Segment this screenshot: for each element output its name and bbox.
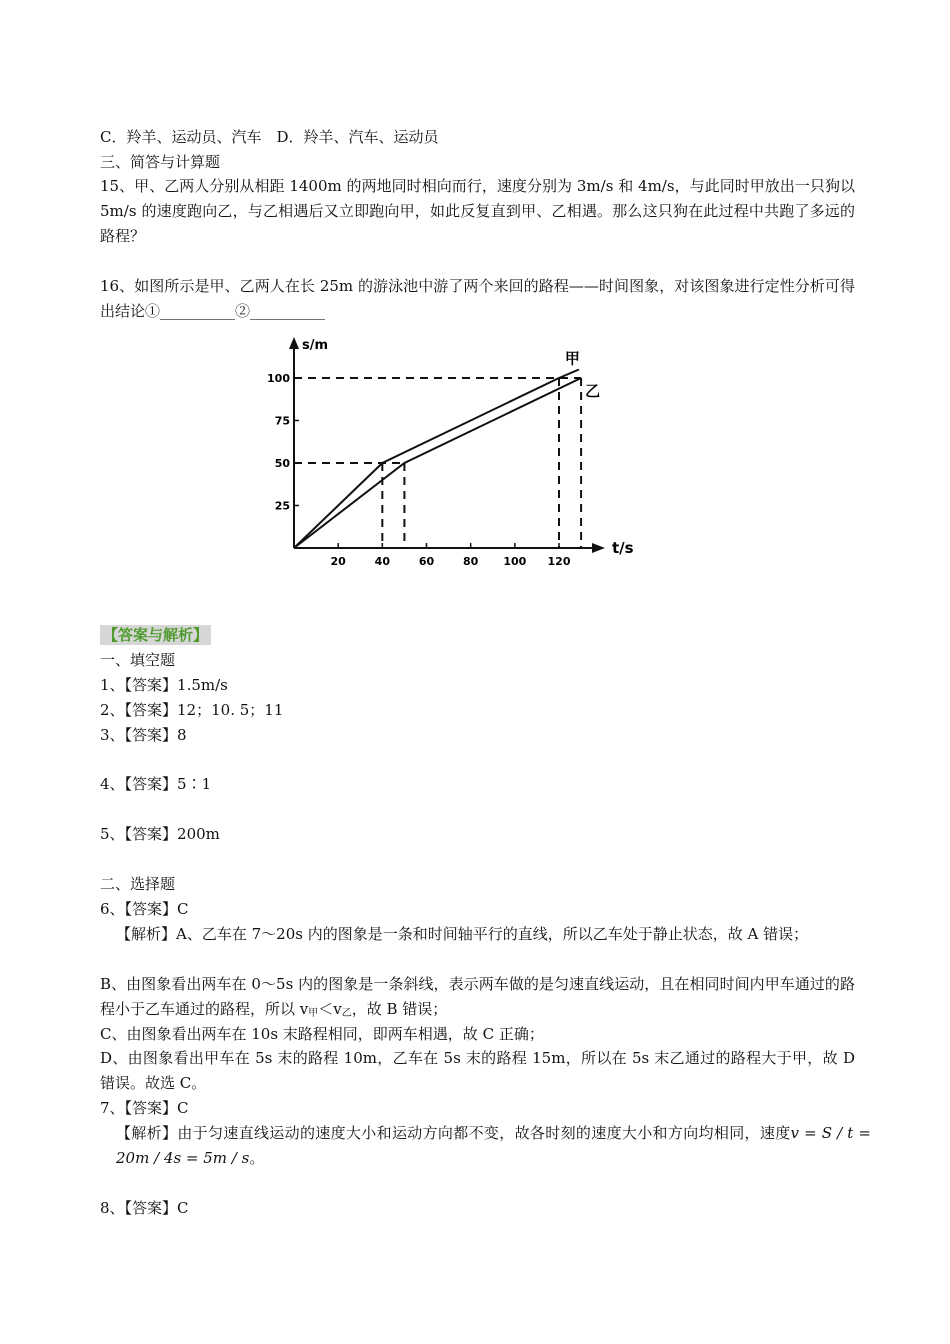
answer-1: 1、【答案】1.5m/s	[100, 676, 228, 694]
subscript-jia: 甲	[308, 1008, 319, 1019]
question-15: 15、甲、乙两人分别从相距 1400m 的两地同时相向而行，速度分别为 3m/s 和 4m/s，与此同时甲放出一只狗以 5m/s 的速度跑向乙，与乙相遇后又立即跑向甲，如此反复直到甲、乙相遇。那么这只狗在此过程中共跑了多远的路程？	[100, 177, 855, 245]
x-tick-label: 60	[418, 555, 435, 568]
series-line-jia	[294, 370, 579, 549]
answer-6-analysis-d: D、由图象看出甲车在 5s 末的路程 10m，乙车在 5s 末的路程 15m，所以在 5s 末乙通过的路程大于甲，故 D 错误。故选 C。	[100, 1049, 855, 1092]
fill-in-section-title: 一、填空题	[100, 651, 176, 669]
analysis-7-end: 。	[249, 1149, 265, 1167]
y-tick-label: 75	[274, 414, 290, 428]
series-label-jia: 甲	[564, 349, 580, 368]
answer-6: 6、【答案】C	[100, 900, 189, 918]
question-16: 16、如图所示是甲、乙两人在长 25m 的游泳池中游了两个来回的路程——时间图象，对该图象进行定性分析可得出结论①__________②__________	[100, 277, 855, 320]
y-tick-label: 50	[274, 457, 290, 470]
analysis-7-text: 【解析】由于匀速直线运动的速度大小和运动方向都不变，故各时刻的速度大小和方向均相同，速度	[116, 1124, 791, 1142]
answer-7-analysis	[100, 1121, 871, 1171]
section3-title: 三、简答与计算题	[100, 153, 221, 171]
x-tick-label: 20	[330, 555, 346, 568]
answer-2: 2、【答案】12；10. 5；11	[100, 701, 284, 719]
x-axis-label: t/s	[612, 539, 634, 557]
y-axis-label: s/m	[302, 338, 329, 353]
answer-5: 5、【答案】200m	[100, 825, 220, 843]
answer-7: 7、【答案】C	[100, 1099, 189, 1117]
answer-6-analysis-c: C、由图象看出两车在 10s 末路程相同，即两车相遇，故 C 正确；	[100, 1025, 544, 1043]
y-tick-label: 25	[274, 499, 290, 513]
x-tick-label: 100	[503, 555, 527, 568]
answer-6-analysis-b	[100, 972, 855, 1024]
x-axis-arrow	[592, 543, 605, 553]
choice-section-title: 二、选择题	[100, 875, 176, 893]
answer-section-header: 【答案与解析】	[100, 625, 211, 645]
distance-time-chart	[262, 335, 652, 580]
answer-3: 3、【答案】8	[100, 726, 187, 744]
subscript-yi: 乙	[341, 1008, 352, 1019]
q14-options: C．羚羊、运动员、汽车 D．羚羊、汽车、运动员	[100, 128, 439, 146]
answer-8: 8、【答案】C	[100, 1199, 189, 1217]
analysis-b-text: B、由图象看出两车在 0～5s 内的图象是一条斜线，表示两车做的是匀速直线运动，且在相同时间内甲车通过的路程小于乙车通过的路程，所以 v	[100, 975, 855, 1018]
answer-4: 4、【答案】5∶1	[100, 775, 212, 793]
analysis-b-end: ，故 B 错误；	[351, 1000, 448, 1018]
velocity-formula: v = S / t = 20m / 4s = 5m / s	[116, 1124, 871, 1167]
series-label-yi: 乙	[585, 382, 601, 400]
y-axis-arrow	[289, 337, 299, 349]
y-tick-label: 100	[267, 372, 290, 385]
x-tick-label: 80	[463, 555, 479, 568]
less-than-v: ＜v	[318, 1000, 342, 1018]
x-tick-label: 120	[547, 555, 571, 568]
x-tick-label: 40	[374, 555, 390, 568]
answer-6-analysis-a: 【解析】A、乙车在 7～20s 内的图象是一条和时间轴平行的直线，所以乙车处于静止状态，故 A 错误；	[116, 925, 809, 943]
